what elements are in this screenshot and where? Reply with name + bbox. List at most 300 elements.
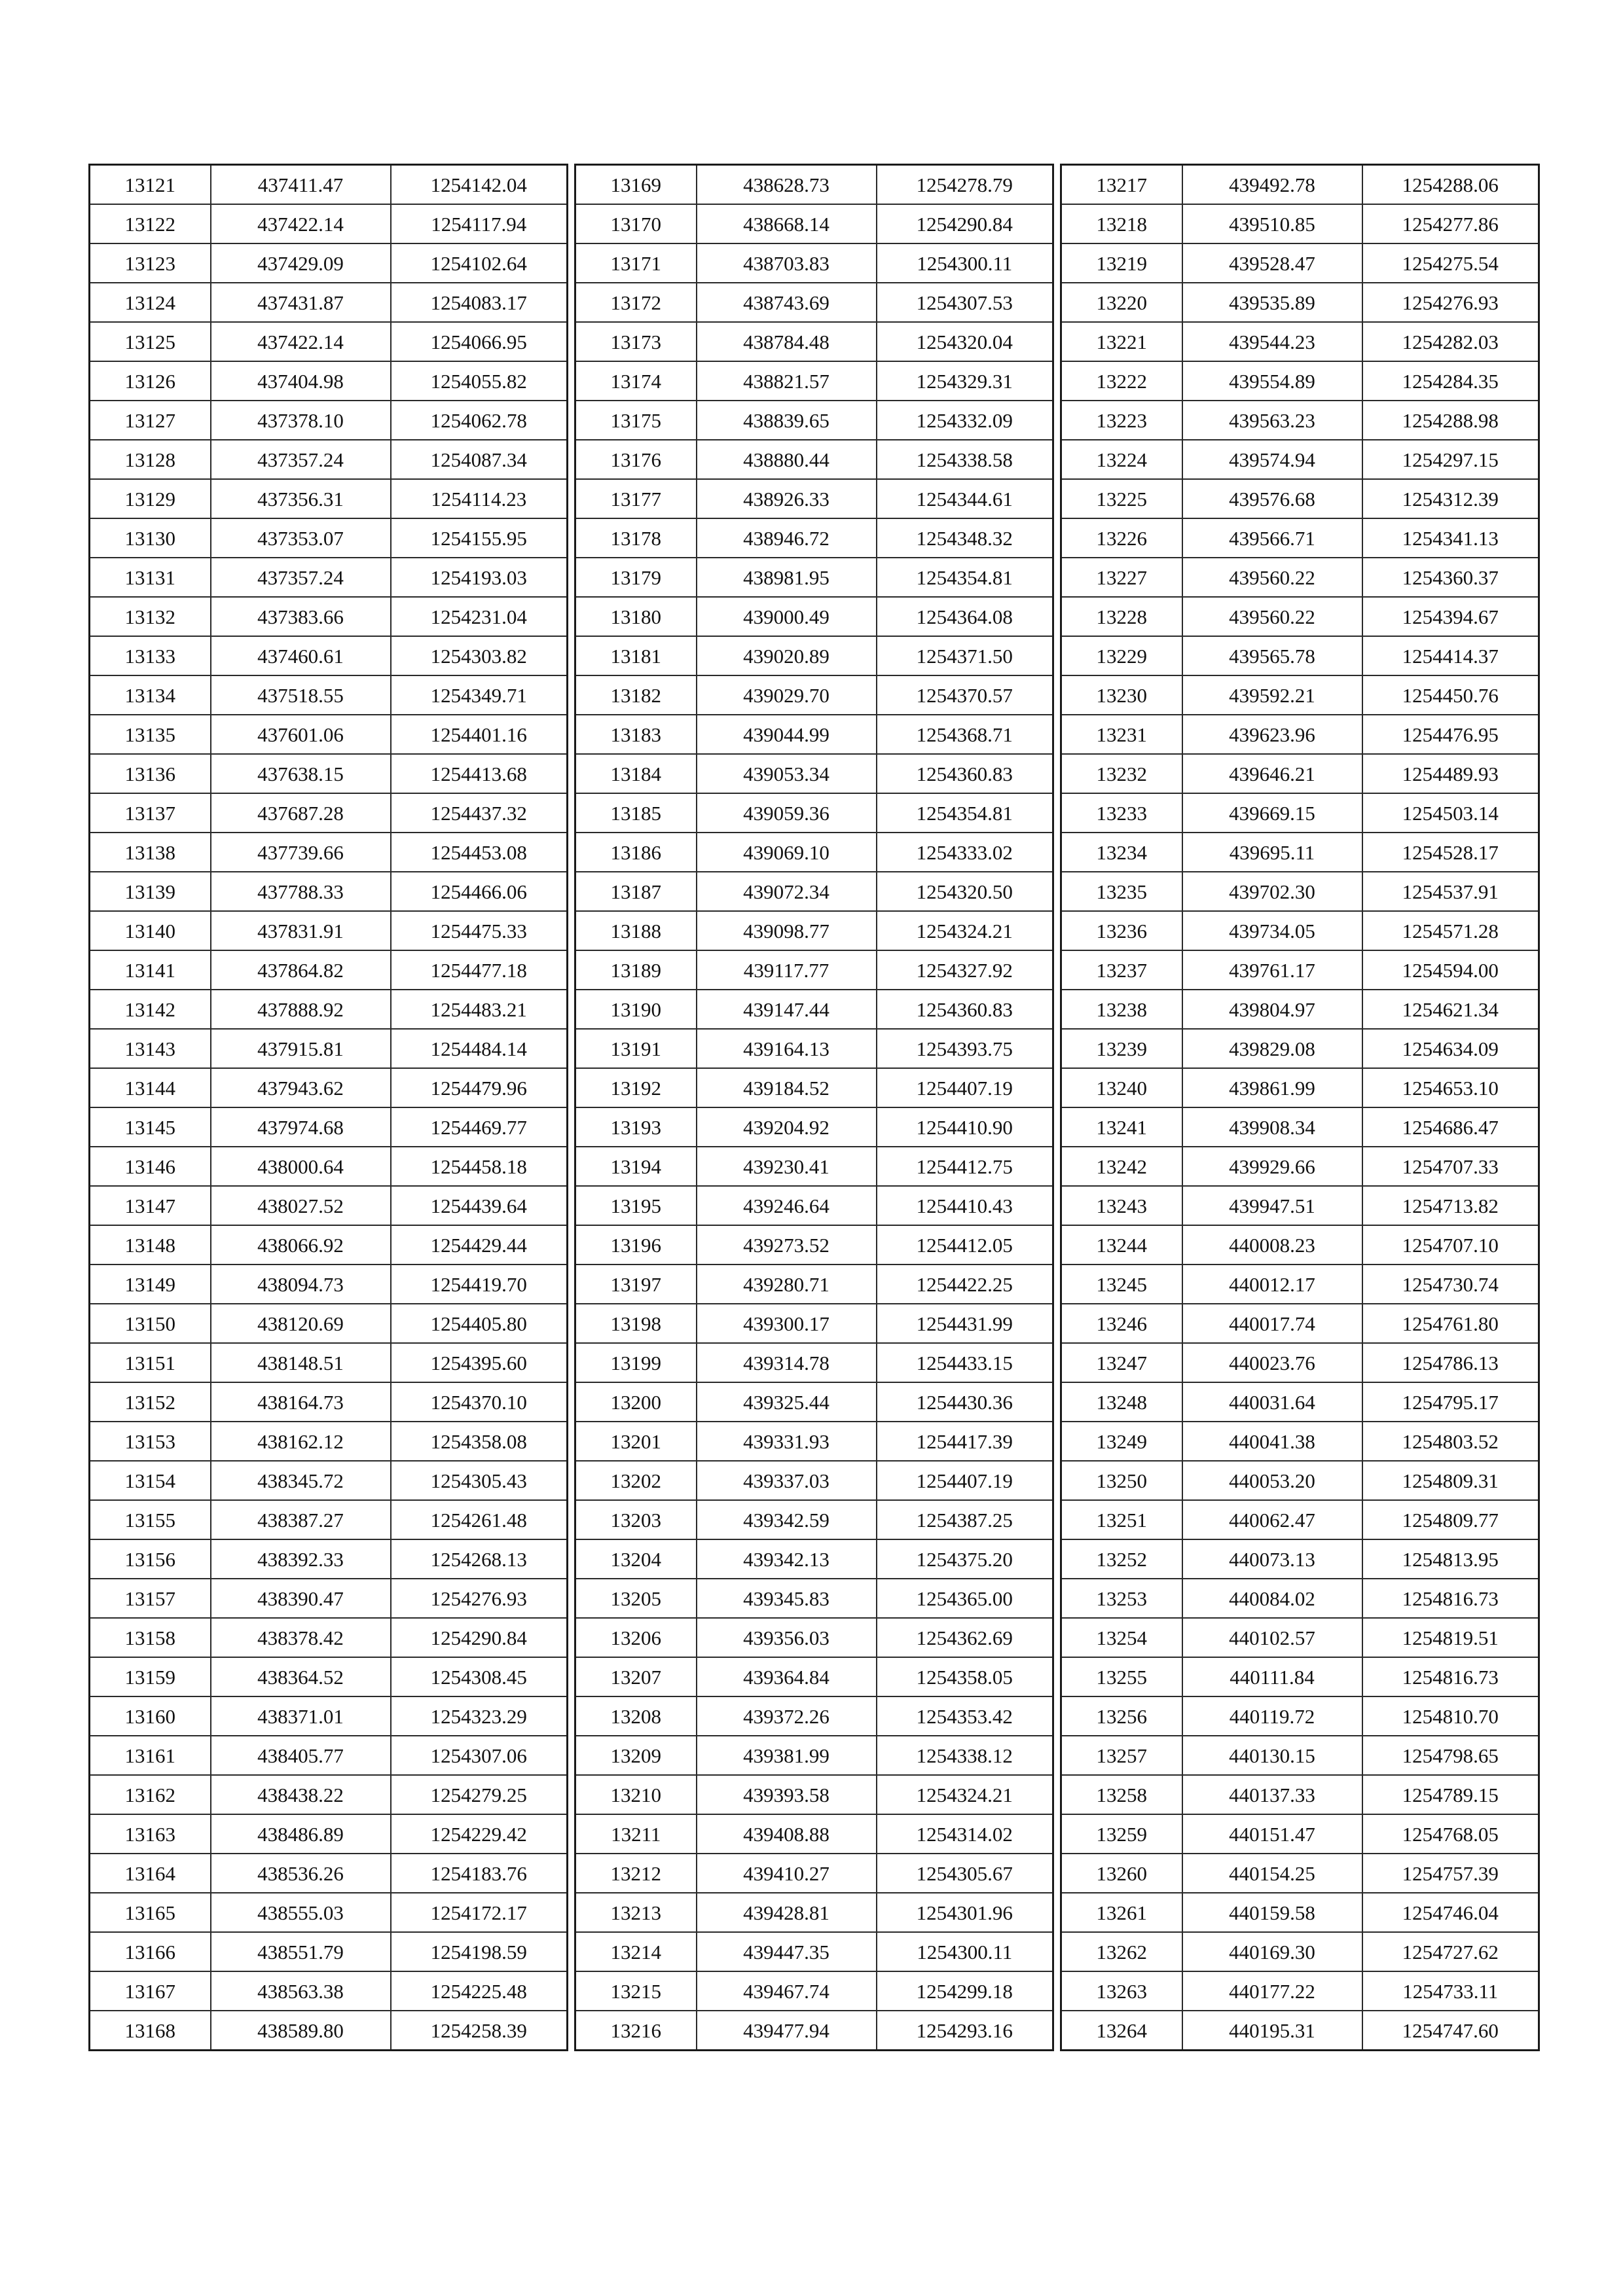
point-number-cell: 13153 <box>90 1422 211 1461</box>
table-row <box>90 1225 568 1265</box>
y-coordinate-cell: 1254789.15 <box>1362 1775 1539 1814</box>
point-number-cell: 13215 <box>575 1971 697 2011</box>
table-row <box>575 1893 1053 1932</box>
point-number-cell: 13231 <box>1061 715 1182 754</box>
table-row <box>90 1736 568 1775</box>
y-coordinate-cell: 1254276.93 <box>391 1579 568 1618</box>
y-coordinate-cell: 1254761.80 <box>1362 1304 1539 1343</box>
point-number-cell: 13158 <box>90 1618 211 1657</box>
point-number-cell: 13159 <box>90 1657 211 1696</box>
y-coordinate-cell: 1254349.71 <box>391 675 568 715</box>
y-coordinate-cell: 1254276.93 <box>1362 283 1539 322</box>
table-row <box>90 1068 568 1107</box>
point-number-cell: 13264 <box>1061 2011 1182 2051</box>
x-coordinate-cell: 438536.26 <box>211 1854 391 1893</box>
table-row <box>90 204 568 243</box>
x-coordinate-cell: 439069.10 <box>697 833 877 872</box>
point-number-cell: 13166 <box>90 1932 211 1971</box>
x-coordinate-cell: 439337.03 <box>697 1461 877 1500</box>
y-coordinate-cell: 1254727.62 <box>1362 1932 1539 1971</box>
x-coordinate-cell: 440031.64 <box>1182 1382 1362 1422</box>
y-coordinate-cell: 1254686.47 <box>1362 1107 1539 1147</box>
point-number-cell: 13228 <box>1061 597 1182 636</box>
x-coordinate-cell: 438164.73 <box>211 1382 391 1422</box>
point-number-cell: 13125 <box>90 322 211 361</box>
table-row <box>575 243 1053 283</box>
point-number-cell: 13258 <box>1061 1775 1182 1814</box>
table-row <box>575 1657 1053 1696</box>
x-coordinate-cell: 439804.97 <box>1182 990 1362 1029</box>
table-row <box>90 1422 568 1461</box>
y-coordinate-cell: 1254422.25 <box>877 1265 1053 1304</box>
table-row <box>90 1932 568 1971</box>
x-coordinate-cell: 440111.84 <box>1182 1657 1362 1696</box>
point-number-cell: 13137 <box>90 793 211 833</box>
table-row <box>1061 1854 1539 1893</box>
x-coordinate-cell: 438162.12 <box>211 1422 391 1461</box>
x-coordinate-cell: 438392.33 <box>211 1539 391 1579</box>
x-coordinate-cell: 438821.57 <box>697 361 877 401</box>
point-number-cell: 13192 <box>575 1068 697 1107</box>
y-coordinate-cell: 1254733.11 <box>1362 1971 1539 2011</box>
point-number-cell: 13173 <box>575 322 697 361</box>
point-number-cell: 13261 <box>1061 1893 1182 1932</box>
point-number-cell: 13208 <box>575 1696 697 1736</box>
x-coordinate-cell: 439393.58 <box>697 1775 877 1814</box>
point-number-cell: 13176 <box>575 440 697 479</box>
point-number-cell: 13259 <box>1061 1814 1182 1854</box>
x-coordinate-cell: 439184.52 <box>697 1068 877 1107</box>
table-row <box>575 1696 1053 1736</box>
point-number-cell: 13191 <box>575 1029 697 1068</box>
table-row <box>1061 322 1539 361</box>
point-number-cell: 13127 <box>90 401 211 440</box>
y-coordinate-cell: 1254229.42 <box>391 1814 568 1854</box>
x-coordinate-cell: 439059.36 <box>697 793 877 833</box>
point-number-cell: 13145 <box>90 1107 211 1147</box>
table-row <box>575 1147 1053 1186</box>
table-row <box>1061 950 1539 990</box>
point-number-cell: 13211 <box>575 1814 697 1854</box>
y-coordinate-cell: 1254816.73 <box>1362 1657 1539 1696</box>
point-number-cell: 13196 <box>575 1225 697 1265</box>
point-number-cell: 13188 <box>575 911 697 950</box>
y-coordinate-cell: 1254537.91 <box>1362 872 1539 911</box>
x-coordinate-cell: 439325.44 <box>697 1382 877 1422</box>
point-number-cell: 13242 <box>1061 1147 1182 1186</box>
y-coordinate-cell: 1254819.51 <box>1362 1618 1539 1657</box>
x-coordinate-cell: 439554.89 <box>1182 361 1362 401</box>
table-row <box>575 440 1053 479</box>
y-coordinate-cell: 1254412.75 <box>877 1147 1053 1186</box>
y-coordinate-cell: 1254809.31 <box>1362 1461 1539 1500</box>
y-coordinate-cell: 1254810.70 <box>1362 1696 1539 1736</box>
table-row <box>1061 911 1539 950</box>
table-row <box>1061 1657 1539 1696</box>
table-row <box>575 754 1053 793</box>
y-coordinate-cell: 1254338.58 <box>877 440 1053 479</box>
point-number-cell: 13245 <box>1061 1265 1182 1304</box>
point-number-cell: 13243 <box>1061 1186 1182 1225</box>
y-coordinate-cell: 1254083.17 <box>391 283 568 322</box>
coordinate-block-2 <box>574 164 1054 2051</box>
table-row <box>575 1265 1053 1304</box>
point-number-cell: 13195 <box>575 1186 697 1225</box>
y-coordinate-cell: 1254278.79 <box>877 165 1053 205</box>
y-coordinate-cell: 1254370.57 <box>877 675 1053 715</box>
y-coordinate-cell: 1254288.06 <box>1362 165 1539 205</box>
y-coordinate-cell: 1254333.02 <box>877 833 1053 872</box>
x-coordinate-cell: 439356.03 <box>697 1618 877 1657</box>
table-row <box>575 204 1053 243</box>
table-row <box>575 1304 1053 1343</box>
point-number-cell: 13124 <box>90 283 211 322</box>
x-coordinate-cell: 437687.28 <box>211 793 391 833</box>
x-coordinate-cell: 438589.80 <box>211 2011 391 2051</box>
y-coordinate-cell: 1254353.42 <box>877 1696 1053 1736</box>
y-coordinate-cell: 1254198.59 <box>391 1932 568 1971</box>
y-coordinate-cell: 1254730.74 <box>1362 1265 1539 1304</box>
table-row <box>90 1618 568 1657</box>
table-row <box>1061 1382 1539 1422</box>
y-coordinate-cell: 1254757.39 <box>1362 1854 1539 1893</box>
y-coordinate-cell: 1254114.23 <box>391 479 568 518</box>
x-coordinate-cell: 440073.13 <box>1182 1539 1362 1579</box>
y-coordinate-cell: 1254746.04 <box>1362 1893 1539 1932</box>
y-coordinate-cell: 1254290.84 <box>877 204 1053 243</box>
y-coordinate-cell: 1254407.19 <box>877 1461 1053 1500</box>
point-number-cell: 13132 <box>90 597 211 636</box>
coordinate-block-3 <box>1060 164 1540 2051</box>
y-coordinate-cell: 1254816.73 <box>1362 1579 1539 1618</box>
y-coordinate-cell: 1254358.05 <box>877 1657 1053 1696</box>
x-coordinate-cell: 440012.17 <box>1182 1265 1362 1304</box>
x-coordinate-cell: 439447.35 <box>697 1932 877 1971</box>
point-number-cell: 13178 <box>575 518 697 558</box>
point-number-cell: 13126 <box>90 361 211 401</box>
y-coordinate-cell: 1254354.81 <box>877 558 1053 597</box>
y-coordinate-cell: 1254323.29 <box>391 1696 568 1736</box>
table-row <box>90 793 568 833</box>
y-coordinate-cell: 1254707.10 <box>1362 1225 1539 1265</box>
point-number-cell: 13129 <box>90 479 211 518</box>
y-coordinate-cell: 1254528.17 <box>1362 833 1539 872</box>
coordinate-block-body <box>90 165 568 2051</box>
y-coordinate-cell: 1254172.17 <box>391 1893 568 1932</box>
table-row <box>90 558 568 597</box>
x-coordinate-cell: 438880.44 <box>697 440 877 479</box>
x-coordinate-cell: 440195.31 <box>1182 2011 1362 2051</box>
x-coordinate-cell: 437888.92 <box>211 990 391 1029</box>
x-coordinate-cell: 437357.24 <box>211 558 391 597</box>
table-row <box>90 243 568 283</box>
x-coordinate-cell: 437915.81 <box>211 1029 391 1068</box>
x-coordinate-cell: 439246.64 <box>697 1186 877 1225</box>
table-row <box>1061 243 1539 283</box>
x-coordinate-cell: 439372.26 <box>697 1696 877 1736</box>
point-number-cell: 13181 <box>575 636 697 675</box>
point-number-cell: 13135 <box>90 715 211 754</box>
table-row <box>1061 1618 1539 1657</box>
y-coordinate-cell: 1254320.50 <box>877 872 1053 911</box>
y-coordinate-cell: 1254484.14 <box>391 1029 568 1068</box>
y-coordinate-cell: 1254327.92 <box>877 950 1053 990</box>
table-row <box>575 872 1053 911</box>
point-number-cell: 13186 <box>575 833 697 872</box>
y-coordinate-cell: 1254358.08 <box>391 1422 568 1461</box>
table-row <box>575 361 1053 401</box>
table-row <box>1061 1539 1539 1579</box>
point-number-cell: 13122 <box>90 204 211 243</box>
point-number-cell: 13183 <box>575 715 697 754</box>
x-coordinate-cell: 440169.30 <box>1182 1932 1362 1971</box>
table-row <box>90 165 568 205</box>
table-row <box>575 1814 1053 1854</box>
x-coordinate-cell: 439300.17 <box>697 1304 877 1343</box>
y-coordinate-cell: 1254341.13 <box>1362 518 1539 558</box>
point-number-cell: 13152 <box>90 1382 211 1422</box>
x-coordinate-cell: 439280.71 <box>697 1265 877 1304</box>
y-coordinate-cell: 1254225.48 <box>391 1971 568 2011</box>
table-row <box>1061 715 1539 754</box>
y-coordinate-cell: 1254360.37 <box>1362 558 1539 597</box>
x-coordinate-cell: 439702.30 <box>1182 872 1362 911</box>
point-number-cell: 13175 <box>575 401 697 440</box>
table-row <box>1061 1971 1539 2011</box>
point-number-cell: 13154 <box>90 1461 211 1500</box>
x-coordinate-cell: 437422.14 <box>211 322 391 361</box>
x-coordinate-cell: 437831.91 <box>211 911 391 950</box>
y-coordinate-cell: 1254713.82 <box>1362 1186 1539 1225</box>
x-coordinate-cell: 439492.78 <box>1182 165 1362 205</box>
point-number-cell: 13253 <box>1061 1579 1182 1618</box>
x-coordinate-cell: 438390.47 <box>211 1579 391 1618</box>
x-coordinate-cell: 440151.47 <box>1182 1814 1362 1854</box>
point-number-cell: 13225 <box>1061 479 1182 518</box>
table-row <box>90 322 568 361</box>
y-coordinate-cell: 1254193.03 <box>391 558 568 597</box>
table-row <box>1061 754 1539 793</box>
y-coordinate-cell: 1254258.39 <box>391 2011 568 2051</box>
point-number-cell: 13204 <box>575 1539 697 1579</box>
point-number-cell: 13155 <box>90 1500 211 1539</box>
x-coordinate-cell: 438668.14 <box>697 204 877 243</box>
table-row <box>1061 1775 1539 1814</box>
point-number-cell: 13240 <box>1061 1068 1182 1107</box>
x-coordinate-cell: 439044.99 <box>697 715 877 754</box>
y-coordinate-cell: 1254419.70 <box>391 1265 568 1304</box>
y-coordinate-cell: 1254417.39 <box>877 1422 1053 1461</box>
point-number-cell: 13182 <box>575 675 697 715</box>
point-number-cell: 13142 <box>90 990 211 1029</box>
x-coordinate-cell: 439761.17 <box>1182 950 1362 990</box>
x-coordinate-cell: 439364.84 <box>697 1657 877 1696</box>
y-coordinate-cell: 1254653.10 <box>1362 1068 1539 1107</box>
point-number-cell: 13171 <box>575 243 697 283</box>
x-coordinate-cell: 438378.42 <box>211 1618 391 1657</box>
table-row <box>90 872 568 911</box>
x-coordinate-cell: 439410.27 <box>697 1854 877 1893</box>
point-number-cell: 13234 <box>1061 833 1182 872</box>
table-row <box>1061 204 1539 243</box>
table-row <box>575 1186 1053 1225</box>
point-number-cell: 13133 <box>90 636 211 675</box>
y-coordinate-cell: 1254401.16 <box>391 715 568 754</box>
point-number-cell: 13190 <box>575 990 697 1029</box>
point-number-cell: 13263 <box>1061 1971 1182 2011</box>
x-coordinate-cell: 438094.73 <box>211 1265 391 1304</box>
point-number-cell: 13223 <box>1061 401 1182 440</box>
point-number-cell: 13205 <box>575 1579 697 1618</box>
table-row <box>575 1775 1053 1814</box>
table-row <box>90 597 568 636</box>
point-number-cell: 13239 <box>1061 1029 1182 1068</box>
y-coordinate-cell: 1254307.06 <box>391 1736 568 1775</box>
x-coordinate-cell: 437356.31 <box>211 479 391 518</box>
y-coordinate-cell: 1254370.10 <box>391 1382 568 1422</box>
x-coordinate-cell: 439576.68 <box>1182 479 1362 518</box>
point-number-cell: 13193 <box>575 1107 697 1147</box>
x-coordinate-cell: 439623.96 <box>1182 715 1362 754</box>
x-coordinate-cell: 437788.33 <box>211 872 391 911</box>
x-coordinate-cell: 438555.03 <box>211 1893 391 1932</box>
point-number-cell: 13203 <box>575 1500 697 1539</box>
point-number-cell: 13140 <box>90 911 211 950</box>
table-row <box>1061 1029 1539 1068</box>
table-row <box>90 479 568 518</box>
table-row <box>1061 1500 1539 1539</box>
point-number-cell: 13185 <box>575 793 697 833</box>
point-number-cell: 13244 <box>1061 1225 1182 1265</box>
table-row <box>575 518 1053 558</box>
x-coordinate-cell: 438066.92 <box>211 1225 391 1265</box>
point-number-cell: 13255 <box>1061 1657 1182 1696</box>
table-row <box>575 1539 1053 1579</box>
point-number-cell: 13172 <box>575 283 697 322</box>
y-coordinate-cell: 1254466.06 <box>391 872 568 911</box>
point-number-cell: 13156 <box>90 1539 211 1579</box>
y-coordinate-cell: 1254387.25 <box>877 1500 1053 1539</box>
table-row <box>575 793 1053 833</box>
table-row <box>1061 1579 1539 1618</box>
y-coordinate-cell: 1254798.65 <box>1362 1736 1539 1775</box>
y-coordinate-cell: 1254087.34 <box>391 440 568 479</box>
y-coordinate-cell: 1254483.21 <box>391 990 568 1029</box>
y-coordinate-cell: 1254439.64 <box>391 1186 568 1225</box>
x-coordinate-cell: 439029.70 <box>697 675 877 715</box>
y-coordinate-cell: 1254312.39 <box>1362 479 1539 518</box>
point-number-cell: 13174 <box>575 361 697 401</box>
table-row <box>90 1029 568 1068</box>
table-row <box>1061 518 1539 558</box>
x-coordinate-cell: 438027.52 <box>211 1186 391 1225</box>
point-number-cell: 13130 <box>90 518 211 558</box>
table-row <box>1061 636 1539 675</box>
x-coordinate-cell: 439098.77 <box>697 911 877 950</box>
point-number-cell: 13187 <box>575 872 697 911</box>
table-row <box>90 1107 568 1147</box>
y-coordinate-cell: 1254394.67 <box>1362 597 1539 636</box>
y-coordinate-cell: 1254393.75 <box>877 1029 1053 1068</box>
point-number-cell: 13241 <box>1061 1107 1182 1147</box>
point-number-cell: 13217 <box>1061 165 1182 205</box>
table-row <box>1061 1304 1539 1343</box>
table-row <box>575 283 1053 322</box>
point-number-cell: 13143 <box>90 1029 211 1068</box>
x-coordinate-cell: 439566.71 <box>1182 518 1362 558</box>
y-coordinate-cell: 1254413.68 <box>391 754 568 793</box>
x-coordinate-cell: 439331.93 <box>697 1422 877 1461</box>
x-coordinate-cell: 439669.15 <box>1182 793 1362 833</box>
table-row <box>575 1068 1053 1107</box>
y-coordinate-cell: 1254261.48 <box>391 1500 568 1539</box>
point-number-cell: 13221 <box>1061 322 1182 361</box>
table-row <box>575 401 1053 440</box>
y-coordinate-cell: 1254354.81 <box>877 793 1053 833</box>
table-row <box>90 1382 568 1422</box>
point-number-cell: 13206 <box>575 1618 697 1657</box>
y-coordinate-cell: 1254308.45 <box>391 1657 568 1696</box>
x-coordinate-cell: 438486.89 <box>211 1814 391 1854</box>
x-coordinate-cell: 440053.20 <box>1182 1461 1362 1500</box>
table-row <box>575 1500 1053 1539</box>
y-coordinate-cell: 1254288.98 <box>1362 401 1539 440</box>
x-coordinate-cell: 439230.41 <box>697 1147 877 1186</box>
x-coordinate-cell: 439734.05 <box>1182 911 1362 950</box>
point-number-cell: 13212 <box>575 1854 697 1893</box>
x-coordinate-cell: 438946.72 <box>697 518 877 558</box>
y-coordinate-cell: 1254477.18 <box>391 950 568 990</box>
x-coordinate-cell: 438364.52 <box>211 1657 391 1696</box>
point-number-cell: 13123 <box>90 243 211 283</box>
y-coordinate-cell: 1254332.09 <box>877 401 1053 440</box>
table-row <box>1061 1343 1539 1382</box>
y-coordinate-cell: 1254329.31 <box>877 361 1053 401</box>
y-coordinate-cell: 1254813.95 <box>1362 1539 1539 1579</box>
table-row <box>1061 2011 1539 2051</box>
table-row <box>1061 597 1539 636</box>
point-number-cell: 13222 <box>1061 361 1182 401</box>
x-coordinate-cell: 439861.99 <box>1182 1068 1362 1107</box>
point-number-cell: 13199 <box>575 1343 697 1382</box>
point-number-cell: 13138 <box>90 833 211 872</box>
y-coordinate-cell: 1254458.18 <box>391 1147 568 1186</box>
y-coordinate-cell: 1254768.05 <box>1362 1814 1539 1854</box>
point-number-cell: 13246 <box>1061 1304 1182 1343</box>
table-row <box>90 1696 568 1736</box>
y-coordinate-cell: 1254429.44 <box>391 1225 568 1265</box>
x-coordinate-cell: 438405.77 <box>211 1736 391 1775</box>
table-row <box>575 1618 1053 1657</box>
table-row <box>575 1932 1053 1971</box>
point-number-cell: 13141 <box>90 950 211 990</box>
x-coordinate-cell: 440041.38 <box>1182 1422 1362 1461</box>
x-coordinate-cell: 439565.78 <box>1182 636 1362 675</box>
x-coordinate-cell: 440017.74 <box>1182 1304 1362 1343</box>
x-coordinate-cell: 439829.08 <box>1182 1029 1362 1068</box>
x-coordinate-cell: 437974.68 <box>211 1107 391 1147</box>
x-coordinate-cell: 439528.47 <box>1182 243 1362 283</box>
y-coordinate-cell: 1254305.43 <box>391 1461 568 1500</box>
x-coordinate-cell: 439467.74 <box>697 1971 877 2011</box>
x-coordinate-cell: 438784.48 <box>697 322 877 361</box>
y-coordinate-cell: 1254277.86 <box>1362 204 1539 243</box>
x-coordinate-cell: 438148.51 <box>211 1343 391 1382</box>
y-coordinate-cell: 1254476.95 <box>1362 715 1539 754</box>
y-coordinate-cell: 1254320.04 <box>877 322 1053 361</box>
table-row <box>90 1265 568 1304</box>
point-number-cell: 13252 <box>1061 1539 1182 1579</box>
